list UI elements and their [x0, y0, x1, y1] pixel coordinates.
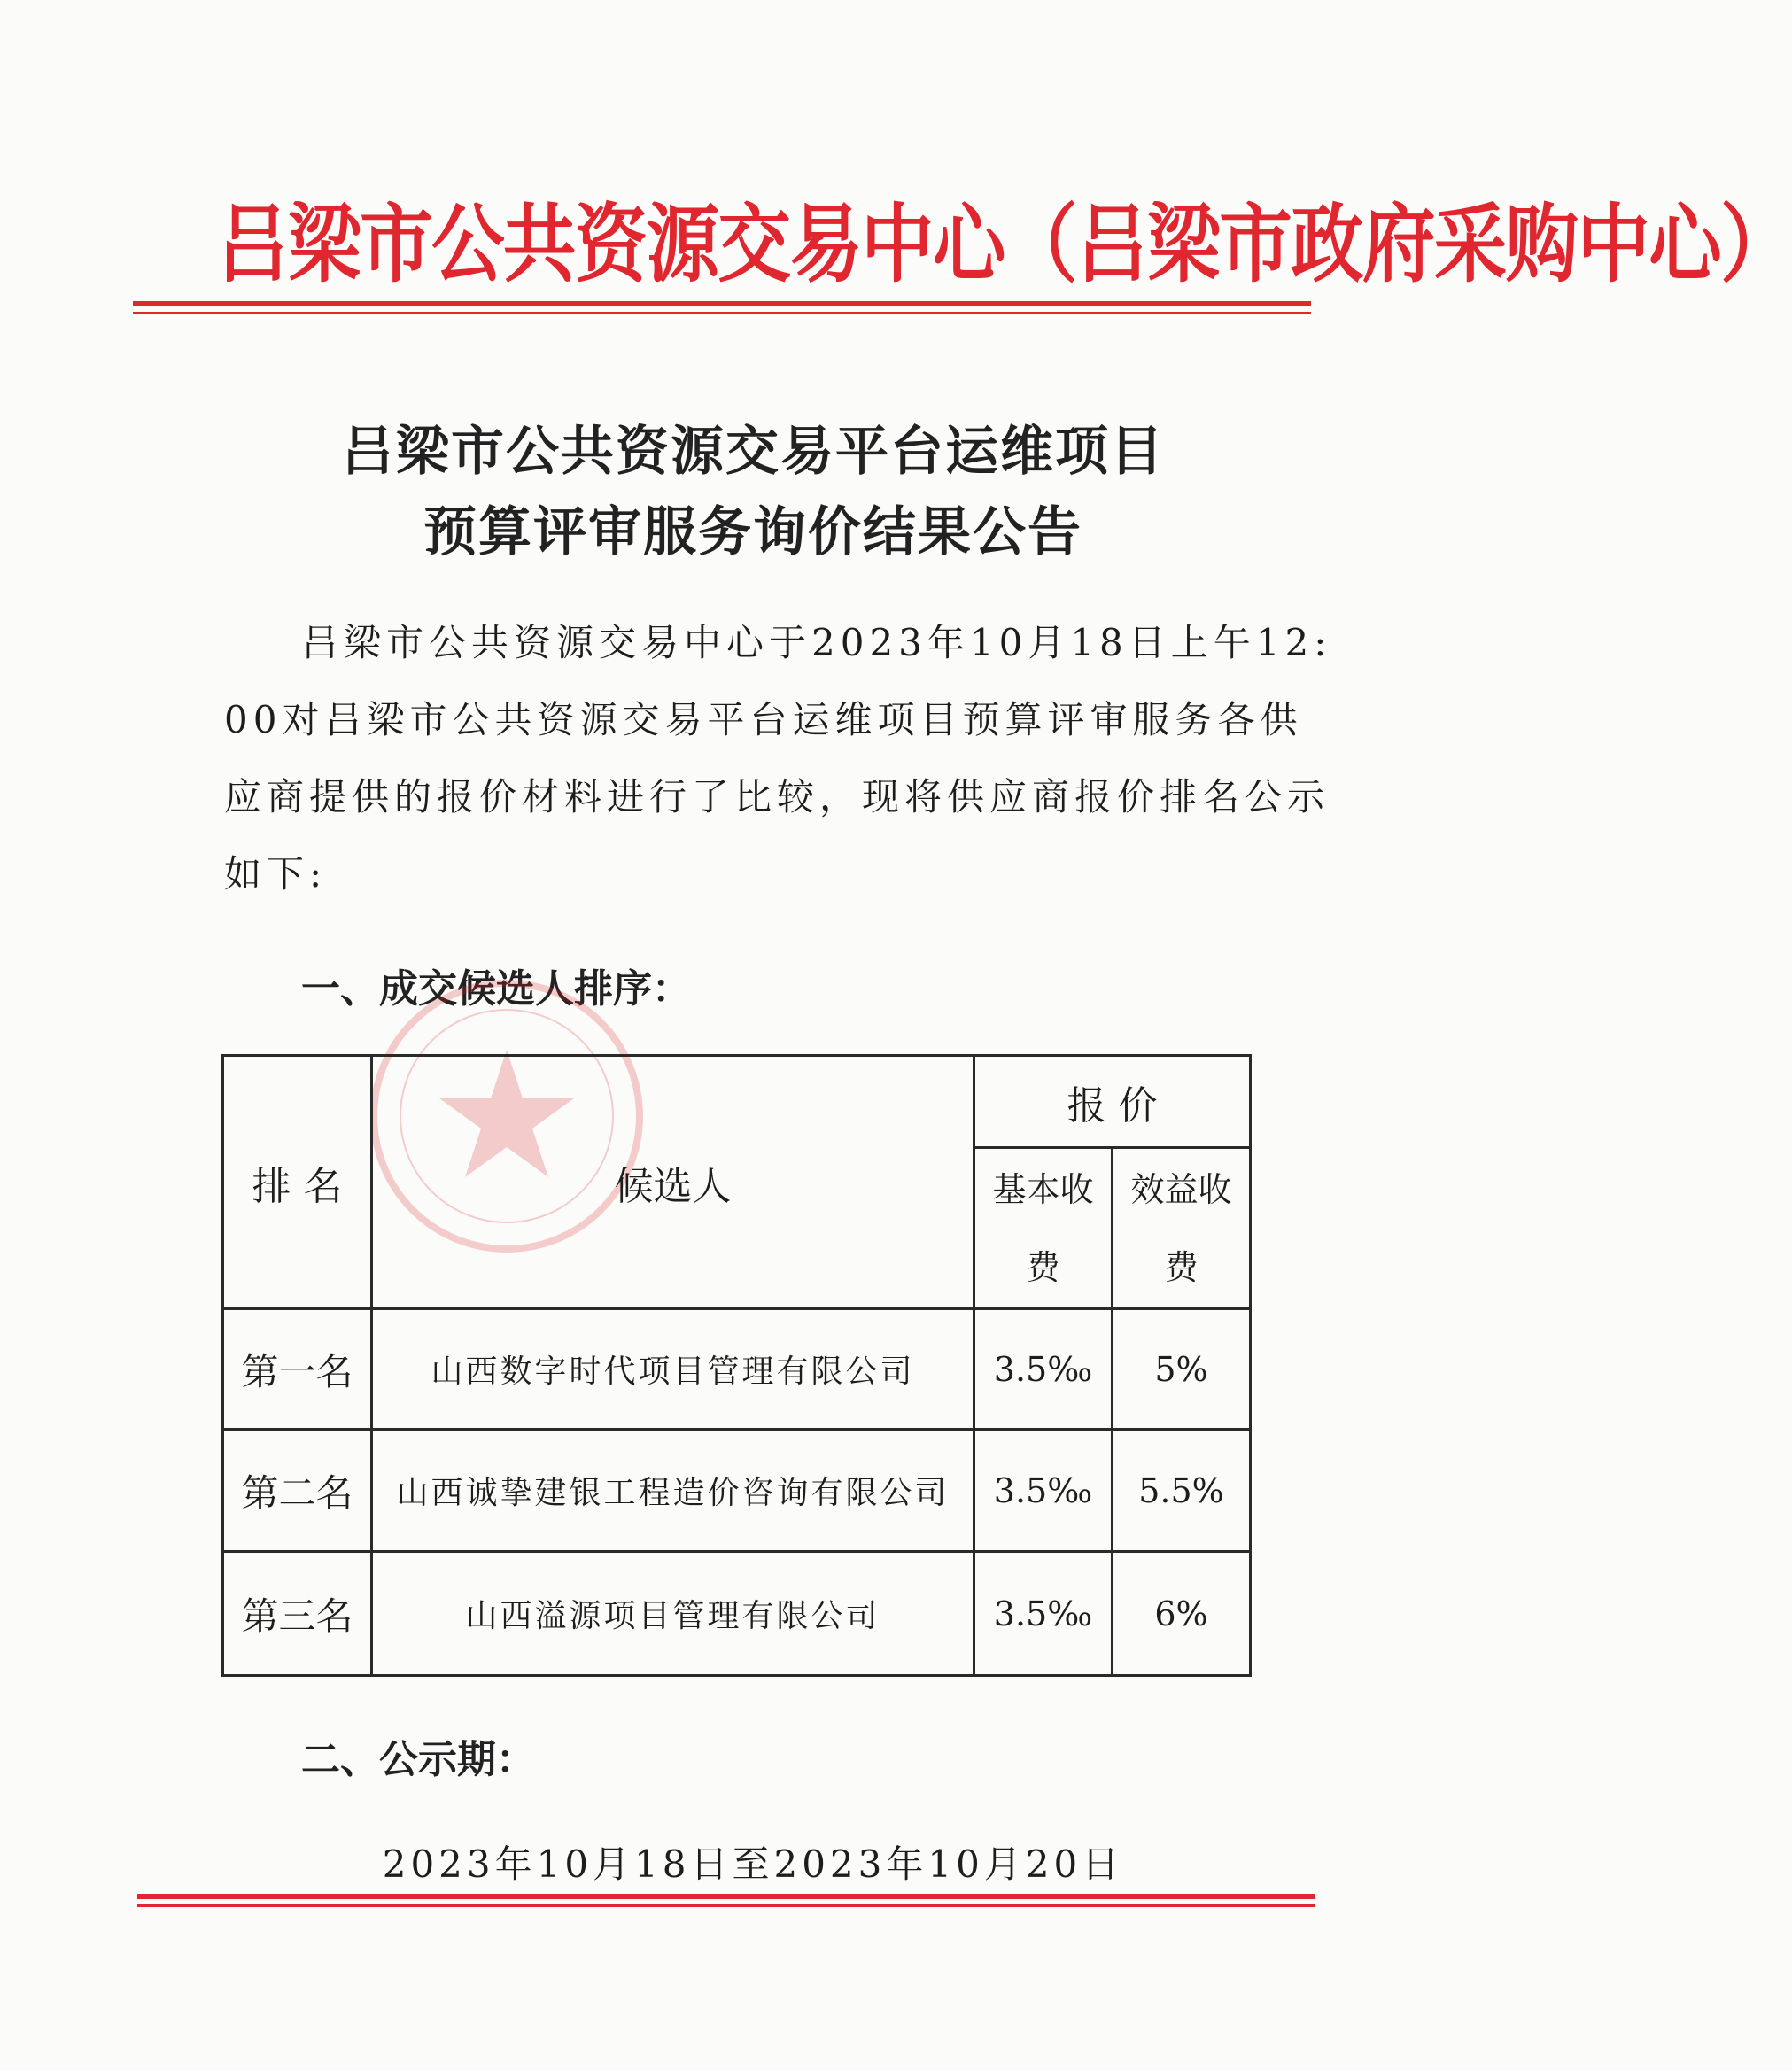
benefit-fee-cell: 6%	[1113, 1552, 1251, 1676]
company-cell: 山西诚挚建银工程造价咨询有限公司	[372, 1430, 974, 1552]
company-cell: 山西溢源项目管理有限公司	[372, 1552, 974, 1676]
header-candidate: 候选人	[372, 1056, 974, 1309]
footer-rule-thick	[137, 1894, 1315, 1899]
section-1-heading: 一、成交候选人排序：	[301, 966, 691, 1012]
rank-cell: 第一名	[223, 1309, 372, 1430]
intro-paragraph-line-1: 吕梁市公共资源交易中心于2023年10月18日上午12:	[301, 621, 1332, 664]
table-row	[223, 1309, 1251, 1430]
header-basic-fee-line-1: 基本收	[992, 1169, 1094, 1209]
header-price: 报 价	[974, 1056, 1251, 1148]
document-title-line-2: 预算评审服务询价结果公告	[423, 501, 1082, 563]
table-row	[223, 1552, 1251, 1676]
benefit-fee-cell: 5.5%	[1113, 1430, 1251, 1552]
footer-rule-thin	[137, 1904, 1315, 1907]
header-benefit-fee-line-2: 费	[1164, 1247, 1199, 1287]
rank-cell: 第二名	[223, 1430, 372, 1552]
intro-paragraph-line-2: 00对吕梁市公共资源交易平台运维项目预算评审服务各供	[224, 698, 1303, 741]
header-rank: 排 名	[223, 1056, 372, 1309]
basic-fee-cell: 3.5‰	[974, 1552, 1113, 1676]
publicity-period: 2023年10月18日至2023年10月20日	[382, 1842, 1124, 1886]
candidate-ranking-table	[221, 1054, 1252, 1677]
company-cell: 山西数字时代项目管理有限公司	[372, 1309, 974, 1430]
section-2-heading: 二、公示期：	[301, 1737, 535, 1782]
header-basic-fee-line-2: 费	[1026, 1247, 1060, 1287]
basic-fee-cell: 3.5‰	[974, 1309, 1113, 1430]
intro-paragraph-line-3: 应商提供的报价材料进行了比较，现将供应商报价排名公示	[224, 775, 1330, 818]
org-letterhead-title: 吕梁市公共资源交易中心（吕梁市政府采购中心）	[216, 194, 1792, 294]
basic-fee-cell: 3.5‰	[974, 1430, 1113, 1552]
rank-cell: 第三名	[223, 1552, 372, 1676]
header-rule-thin	[133, 312, 1311, 314]
header-benefit-fee	[1113, 1148, 1251, 1309]
benefit-fee-cell: 5%	[1113, 1309, 1251, 1430]
header-benefit-fee-line-1: 效益收	[1130, 1169, 1232, 1209]
intro-paragraph-line-4: 如下:	[224, 852, 328, 896]
header-basic-fee	[974, 1148, 1113, 1309]
header-rule-thick	[133, 301, 1311, 306]
table-row	[223, 1430, 1251, 1552]
document-title-line-1: 吕梁市公共资源交易平台运维项目	[341, 421, 1165, 483]
